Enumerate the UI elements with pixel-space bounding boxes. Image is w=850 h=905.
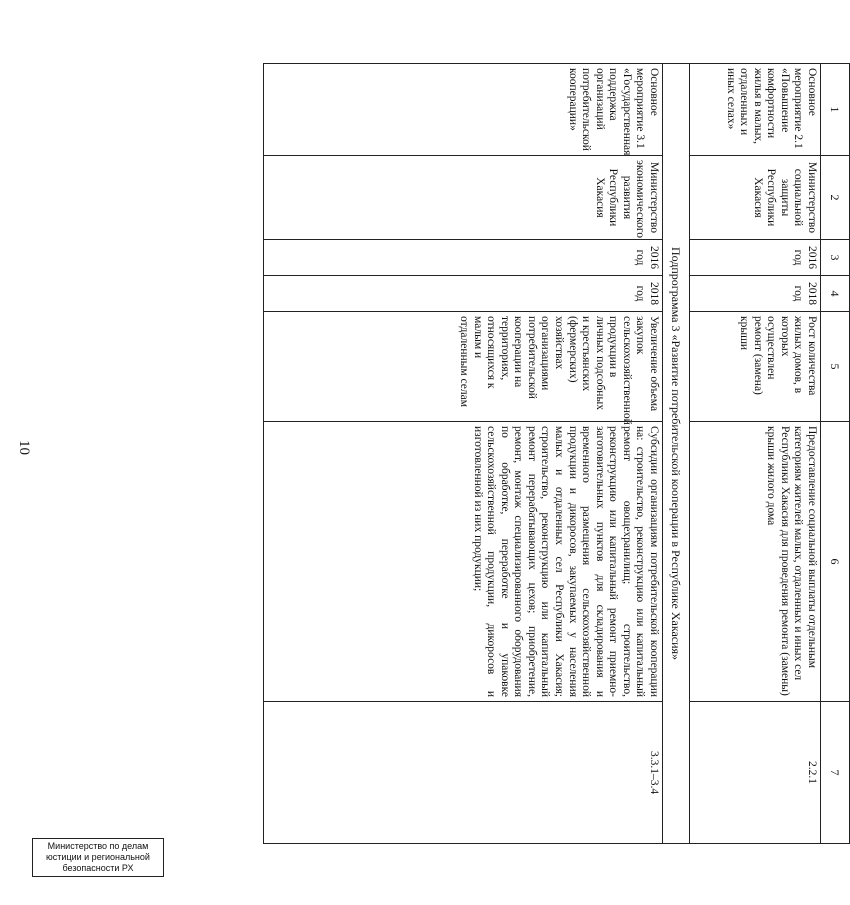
content-cell: Субсидии организациям потребительской кооперации на: строительство, реконструкцию или капитальный ремонт овощехранилищ; строительство, реконструкцию или капитальный ремонт приемно-заготовительных пунктов для складирования и временного размещения сельскохозяйственной продукции и дикоросов, закупаемых у населения малых и отдаленных сел Республики Хакасия; строительство, реконструкцию или капитальный ремонт перерабатывающих цехов; приобретение, ремонт, монтаж специализированного оборудования по обработке, переработке и упаковке сельскохозяйственной продукции, дикоросов и изготовленной из них продукции; (264, 422, 663, 702)
col-header: 2 (821, 156, 850, 240)
measure-name: Основное мероприятие 3.1 «Государственная поддержка организаций потребительской кооперации» (264, 64, 663, 156)
page-number: 10 (16, 440, 32, 455)
col-header: 1 (821, 64, 850, 156)
subprogram-title: Подпрограмма 3 «Развитие потребительской кооперации в Республике Хакасия» (663, 64, 690, 844)
indicator-link-cell: 3.3.1–3.4 (264, 702, 663, 844)
executor-cell: Министерство экономического развития Республики Хакасия (264, 156, 663, 240)
stamp-line: безопасности РХ (62, 862, 134, 873)
table-row (690, 64, 821, 844)
col-header: 5 (821, 312, 850, 422)
measures-table (263, 63, 850, 844)
stamp-line: юстиции и региональной (46, 851, 150, 862)
expected-result-cell: Рост количества жилых домов, в которых осуществлен ремонт (замена) крыши (690, 312, 821, 422)
ministry-stamp (32, 838, 164, 877)
start-year-cell: 2016 год (264, 240, 663, 276)
table-header-row (821, 64, 850, 844)
end-year-cell: 2018 год (690, 276, 821, 312)
col-header: 4 (821, 276, 850, 312)
end-year-cell: 2018 год (264, 276, 663, 312)
table-row (264, 64, 663, 844)
subprogram-row (663, 64, 690, 844)
col-header: 3 (821, 240, 850, 276)
indicator-link-cell: 2.2.1 (690, 702, 821, 844)
col-header: 6 (821, 422, 850, 702)
stamp-line: Министерство по делам (47, 841, 149, 851)
executor-cell: Министерство социальной защиты Республики Хакасия (690, 156, 821, 240)
col-header: 7 (821, 702, 850, 844)
expected-result-cell: Увеличение объема закупок сельскохозяйственной продукции в личных подсобных и крестьянских (фермерских) хозяйствах организациями потребительской кооперации на территориях, относящихся к малым и отдаленным селам (264, 312, 663, 422)
start-year-cell: 2016 год (690, 240, 821, 276)
measure-name: Основное мероприятие 2.1 «Повышение комфортности жилья в малых, отдаленных и иных селах» (690, 64, 821, 156)
rotated-table-container (263, 63, 850, 843)
content-cell: Предоставление социальной выплаты отдельным категориям жителей малых, отдаленных и иных сел Республики Хакасия для проведения ремонта (замены) крыши жилого дома (690, 422, 821, 702)
